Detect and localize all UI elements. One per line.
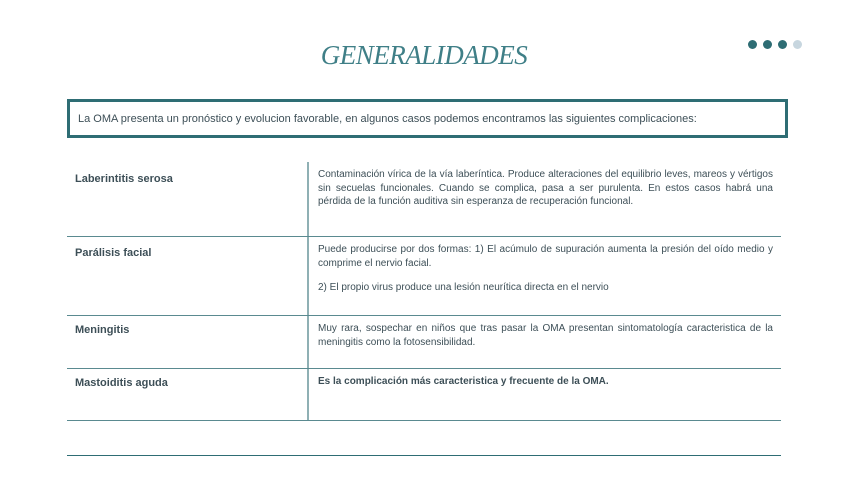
page-title: GENERALIDADES	[320, 40, 528, 70]
slide-progress-dots	[748, 40, 802, 49]
progress-dot	[778, 40, 787, 49]
intro-box	[67, 99, 788, 138]
row-description	[318, 168, 773, 209]
progress-dot	[748, 40, 757, 49]
intro-text: La OMA presenta un pronóstico y evolucion favorable, en algunos casos podemos encontramos las siguientes complicaciones:	[78, 112, 697, 125]
row-description-text: 2) El propio virus produce una lesión neurítica directa en el nervio	[318, 282, 609, 293]
table-row	[67, 369, 781, 421]
row-description-text: Puede producirse por dos formas: 1) El acúmulo de supuración aumenta la presión del oído medio y comprime el nervio facial.	[318, 244, 773, 269]
progress-dot-inactive	[793, 40, 802, 49]
row-description-text: Contaminación vírica de la vía laberíntica. Produce alteraciones del equilibrio leves, mareos y vértigos sin secuelas funcionales. Cuando se complica, pasa a ser purulenta. En estos casos habrá una pérdida de la función auditiva sin esperanza de recuperación funcional.	[318, 169, 773, 207]
progress-dot	[763, 40, 772, 49]
table-row	[67, 316, 781, 369]
row-term: Parálisis facial	[75, 247, 152, 259]
row-term: Mastoiditis aguda	[75, 377, 168, 389]
row-description-text: Muy rara, sospechar en niños que tras pasar la OMA presentan sintomatología caracteristica de la meningitis como la fotosensibilidad.	[318, 323, 773, 348]
row-description-text: Es la complicación más caracteristica y frecuente de la OMA.	[318, 376, 609, 387]
table-row	[67, 162, 781, 237]
row-description	[318, 322, 773, 349]
row-description	[318, 375, 773, 389]
bottom-divider	[67, 455, 781, 456]
row-term: Meningitis	[75, 324, 130, 336]
row-description	[318, 243, 773, 295]
row-term: Laberintitis serosa	[75, 173, 173, 185]
table-row	[67, 237, 781, 316]
